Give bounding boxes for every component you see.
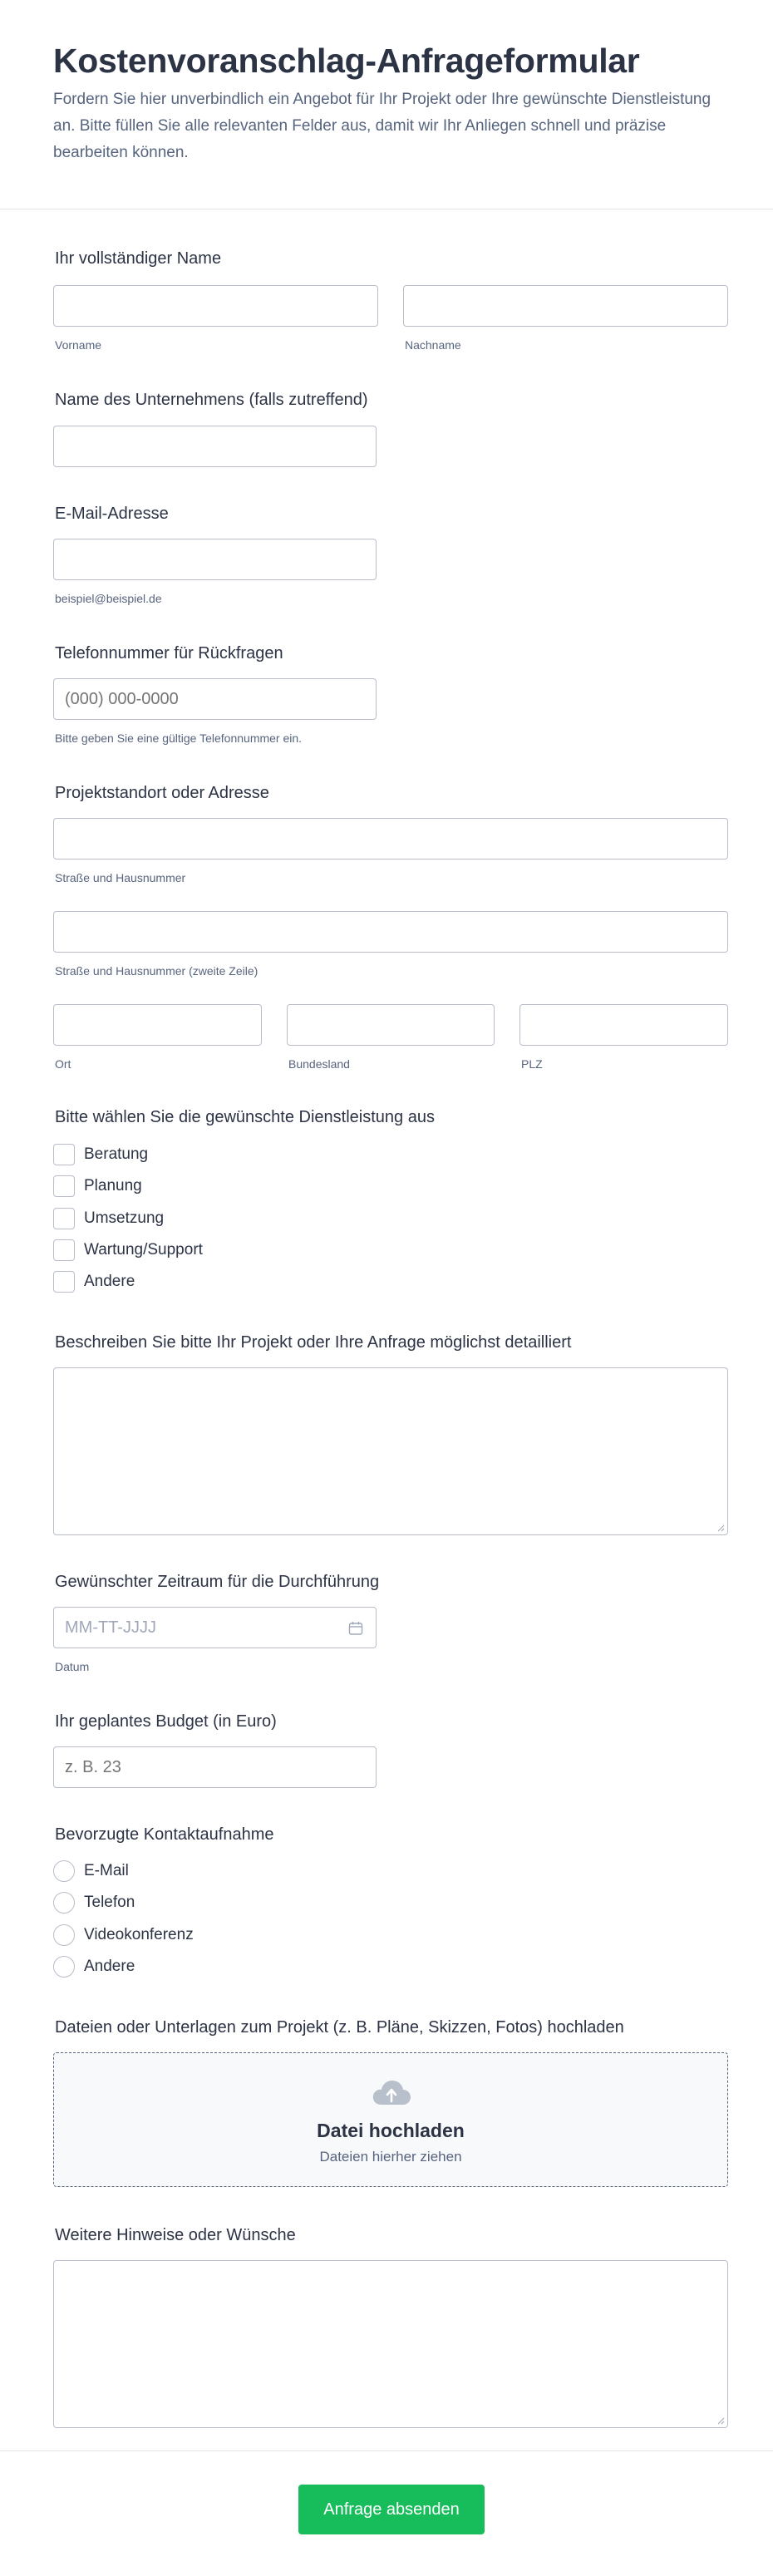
first-name-sublabel: Vorname xyxy=(55,338,102,352)
radio[interactable] xyxy=(53,1860,75,1882)
budget-label: Ihr geplantes Budget (in Euro) xyxy=(55,1712,277,1731)
option-label: Andere xyxy=(84,1273,135,1290)
calendar-icon[interactable] xyxy=(347,1620,364,1637)
checkbox[interactable] xyxy=(53,1208,75,1229)
description-textarea[interactable] xyxy=(53,1367,728,1535)
email-sublabel: beispiel@beispiel.de xyxy=(55,592,162,605)
resize-handle-icon[interactable] xyxy=(716,2416,725,2425)
notes-textarea[interactable] xyxy=(53,2260,728,2428)
checkbox[interactable] xyxy=(53,1144,75,1165)
checkbox[interactable] xyxy=(53,1239,75,1261)
phone-input[interactable] xyxy=(53,678,377,720)
radio[interactable] xyxy=(53,1956,75,1978)
phone-sublabel: Bitte geben Sie eine gültige Telefonnummer ein. xyxy=(55,731,303,745)
page-subtitle: Fordern Sie hier unverbindlich ein Angebot für Ihr Projekt oder Ihre gewünschte Dienstleistung an. Bitte füllen Sie alle relevanten Felder aus, damit wir Ihr Anliegen schnell und präzise bearbeiten können. xyxy=(53,91,711,161)
option-label: Andere xyxy=(84,1958,135,1975)
radio[interactable] xyxy=(53,1892,75,1914)
timeframe-label: Gewünschter Zeitraum für die Durchführung xyxy=(55,1573,380,1591)
description-label: Beschreiben Sie bitte Ihr Projekt oder Ihre Anfrage möglichst detailliert xyxy=(55,1333,572,1352)
company-label: Name des Unternehmens (falls zutreffend) xyxy=(55,391,368,409)
zip-input[interactable] xyxy=(519,1004,728,1046)
last-name-input[interactable] xyxy=(403,285,728,327)
option-label: Wartung/Support xyxy=(84,1241,203,1258)
email-input[interactable] xyxy=(53,539,377,580)
company-input[interactable] xyxy=(53,426,377,467)
file-upload-dropzone[interactable] xyxy=(53,2052,728,2187)
first-name-input[interactable] xyxy=(53,285,378,327)
option-label: Telefon xyxy=(84,1894,135,1911)
submit-button[interactable]: Anfrage absenden xyxy=(298,2485,485,2534)
street2-sublabel: Straße und Hausnummer (zweite Zeile) xyxy=(55,964,258,978)
upload-subtitle: Dateien hierher ziehen xyxy=(319,2149,462,2165)
radio[interactable] xyxy=(53,1924,75,1946)
option-label: E-Mail xyxy=(84,1862,129,1879)
cloud-upload-icon xyxy=(370,2076,413,2110)
option-label: Planung xyxy=(84,1177,142,1194)
option-label: Umsetzung xyxy=(84,1209,165,1227)
date-placeholder: MM-TT-JJJJ xyxy=(65,1618,156,1637)
checkbox[interactable] xyxy=(53,1175,75,1197)
state-sublabel: Bundesland xyxy=(288,1057,350,1071)
street-input[interactable] xyxy=(53,818,728,859)
budget-input[interactable] xyxy=(53,1746,377,1788)
contact-label: Bevorzugte Kontaktaufnahme xyxy=(55,1825,274,1844)
form-header xyxy=(0,0,773,209)
resize-handle-icon[interactable] xyxy=(716,1524,725,1532)
page-title: Kostenvoranschlag-Anfrageformular xyxy=(53,42,640,80)
zip-sublabel: PLZ xyxy=(521,1057,543,1071)
checkbox[interactable] xyxy=(53,1271,75,1293)
form-footer xyxy=(0,2450,773,2576)
upload-title: Datei hochladen xyxy=(317,2120,465,2141)
full-name-label: Ihr vollständiger Name xyxy=(55,249,222,268)
city-sublabel: Ort xyxy=(55,1057,71,1071)
date-input[interactable] xyxy=(53,1607,377,1648)
street-sublabel: Straße und Hausnummer xyxy=(55,871,186,884)
upload-label: Dateien oder Unterlagen zum Projekt (z. B. Pläne, Skizzen, Fotos) hochladen xyxy=(55,2018,624,2037)
phone-label: Telefonnummer für Rückfragen xyxy=(55,644,283,662)
email-label: E-Mail-Adresse xyxy=(55,505,169,523)
city-input[interactable] xyxy=(53,1004,262,1046)
last-name-sublabel: Nachname xyxy=(405,338,461,352)
option-label: Videokonferenz xyxy=(84,1926,194,1943)
date-sublabel: Datum xyxy=(55,1660,90,1673)
street2-input[interactable] xyxy=(53,911,728,953)
address-label: Projektstandort oder Adresse xyxy=(55,784,269,802)
option-label: Beratung xyxy=(84,1145,149,1163)
notes-label: Weitere Hinweise oder Wünsche xyxy=(55,2226,296,2244)
services-label: Bitte wählen Sie die gewünschte Dienstleistung aus xyxy=(55,1108,435,1126)
state-input[interactable] xyxy=(287,1004,495,1046)
